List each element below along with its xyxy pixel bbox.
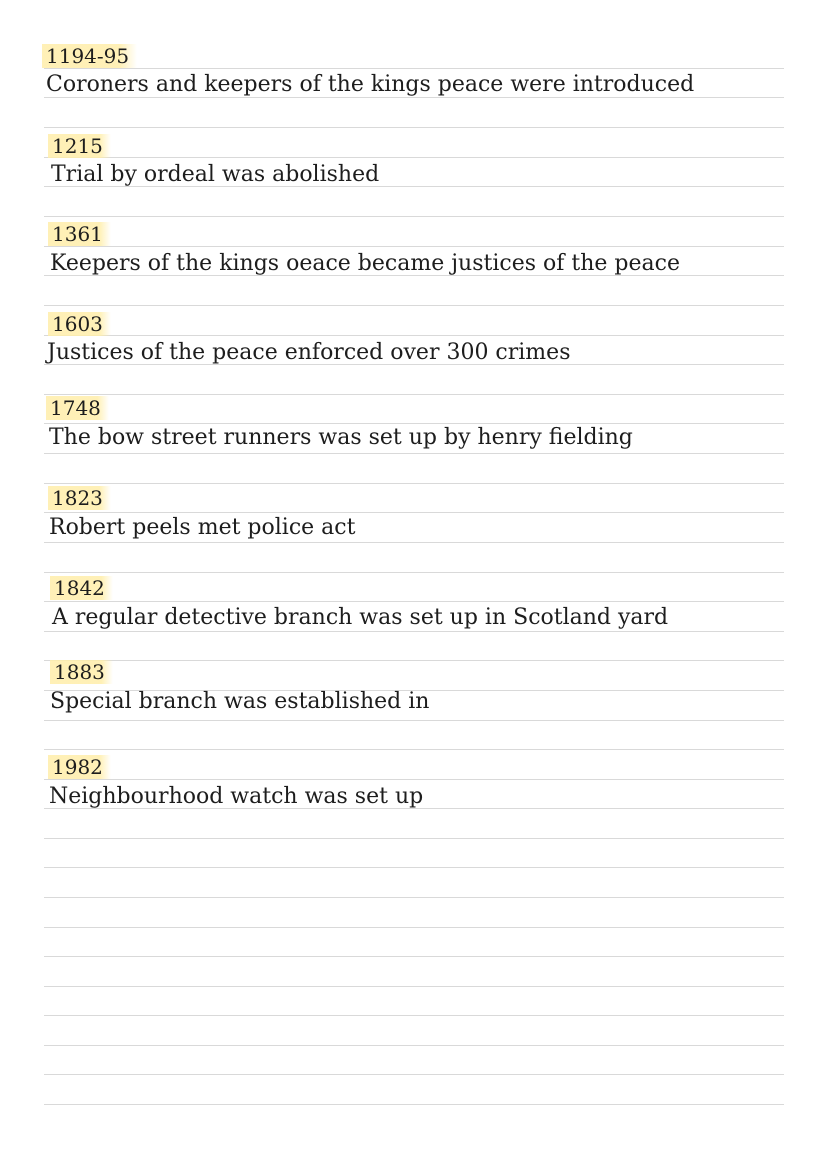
entry-year: 1842	[50, 576, 113, 600]
rule-line	[44, 394, 784, 395]
entry-year: 1215	[48, 134, 111, 158]
rule-line	[44, 216, 784, 217]
rule-line	[44, 68, 784, 69]
entry-event: Robert peels met police act	[49, 515, 356, 540]
rule-line	[44, 601, 784, 602]
rule-line	[44, 956, 784, 957]
entry-event: Justices of the peace enforced over 300 crimes	[47, 340, 571, 365]
entry-year: 1823	[48, 486, 111, 510]
entry-event: Special branch was established in	[50, 689, 430, 714]
rule-line	[44, 867, 784, 868]
entry-year: 1748	[46, 396, 109, 420]
rule-line	[44, 779, 784, 780]
rule-line	[44, 720, 784, 721]
rule-line	[44, 512, 784, 513]
rule-line	[44, 1045, 784, 1046]
rule-line	[44, 423, 784, 424]
rule-line	[44, 838, 784, 839]
rule-line	[44, 572, 784, 573]
rule-line	[44, 631, 784, 632]
rule-line	[44, 749, 784, 750]
entry-year: 1883	[50, 660, 113, 684]
entry-event: Trial by ordeal was abolished	[51, 162, 380, 187]
entry-event: A regular detective branch was set up in Scotland yard	[52, 605, 669, 630]
entry-year: 1982	[48, 755, 111, 779]
rule-line	[44, 1074, 784, 1075]
entry-year: 1194-95	[42, 44, 137, 68]
rule-line	[44, 542, 784, 543]
rule-line	[44, 97, 784, 98]
entry-year: 1603	[48, 312, 111, 336]
rule-line	[44, 305, 784, 306]
rule-line	[44, 335, 784, 336]
rule-line	[44, 1015, 784, 1016]
rule-line	[44, 986, 784, 987]
rule-line	[44, 246, 784, 247]
rule-line	[44, 483, 784, 484]
entry-event: The bow street runners was set up by henry fielding	[49, 425, 633, 450]
rule-line	[44, 1104, 784, 1105]
rule-line	[44, 660, 784, 661]
entry-event: Neighbourhood watch was set up	[49, 784, 424, 809]
rule-line	[44, 897, 784, 898]
entry-year: 1361	[48, 222, 111, 246]
rule-line	[44, 157, 784, 158]
entry-event: Coroners and keepers of the kings peace were introduced	[46, 72, 695, 97]
rule-line	[44, 453, 784, 454]
entry-event: Keepers of the kings oeace became justices of the peace	[50, 251, 680, 276]
rule-line	[44, 927, 784, 928]
rule-line	[44, 127, 784, 128]
